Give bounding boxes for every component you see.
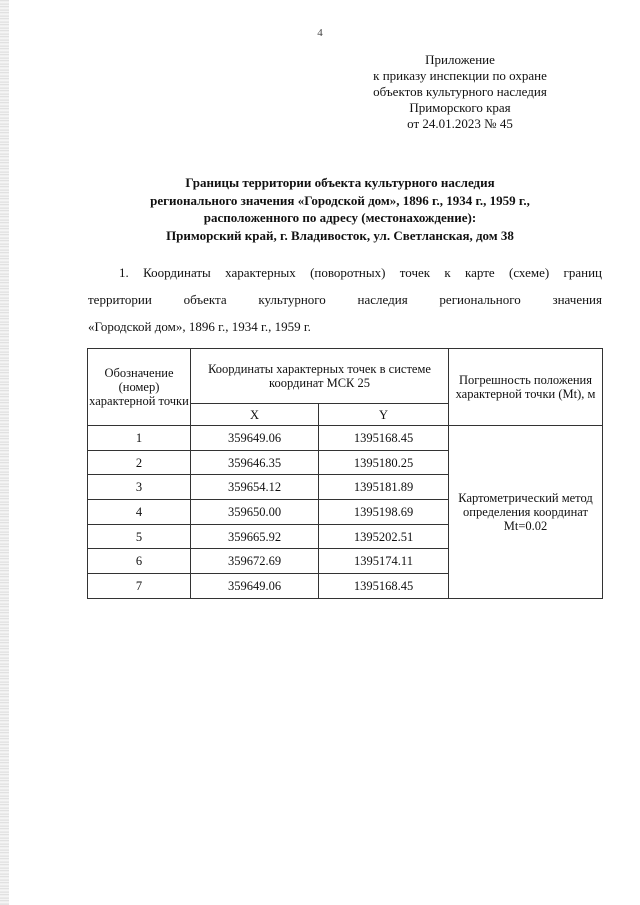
intro-paragraph [88,259,602,340]
appendix-line: к приказу инспекции по охране [373,68,547,83]
title-line: Границы территории объекта культурного наследия [185,175,495,190]
y-value: 1395198.69 [319,500,449,525]
point-number: 2 [88,450,191,475]
appendix-line: от 24.01.2023 № 45 [407,116,513,131]
x-value: 359654.12 [191,475,319,500]
appendix-line: Приложение [425,52,495,67]
x-value: 359650.00 [191,500,319,525]
y-value: 1395174.11 [319,549,449,574]
title-line: расположенного по адресу (местонахождение): [203,210,477,225]
point-number: 6 [88,549,191,574]
paragraph-line: «Городской дом», 1896 г., 1934 г., 1959 г. [88,319,311,334]
paragraph-line: территории объекта культурного наследия регионального значения [88,292,602,307]
y-value: 1395181.89 [319,475,449,500]
method-cell: Картометрический метод определения координат Mt=0.02 [449,426,603,599]
header-point-designation: Обозначение (номер) характерной точки [88,349,191,426]
x-value: 359649.06 [191,574,319,599]
point-number: 7 [88,574,191,599]
point-number: 5 [88,524,191,549]
page-number: 4 [317,27,323,39]
coordinates-table [87,348,603,599]
point-number: 3 [88,475,191,500]
appendix-line: Приморского края [409,100,511,115]
table-row [88,426,603,451]
x-value: 359672.69 [191,549,319,574]
y-value: 1395202.51 [319,524,449,549]
appendix-line: объектов культурного наследия [373,84,547,99]
appendix-block [330,52,590,132]
x-value: 359646.35 [191,450,319,475]
header-x: X [191,404,319,426]
x-value: 359649.06 [191,426,319,451]
y-value: 1395168.45 [319,426,449,451]
point-number: 1 [88,426,191,451]
y-value: 1395180.25 [319,450,449,475]
header-y: Y [319,404,449,426]
document-title [70,174,610,244]
scan-edge-artifact [0,0,9,905]
point-number: 4 [88,500,191,525]
x-value: 359665.92 [191,524,319,549]
title-line: Приморский край, г. Владивосток, ул. Светланская, дом 38 [166,227,514,243]
title-line: регионального значения «Городской дом», 1896 г., 1934 г., 1959 г., [150,192,530,208]
header-coordinates: Координаты характерных точек в системе координат МСК 25 [191,349,449,404]
paragraph-line: 1. Координаты характерных (поворотных) точек к карте (схеме) границ [119,265,602,280]
header-error: Погрешность положения характерной точки (Mt), м [449,349,603,426]
y-value: 1395168.45 [319,574,449,599]
